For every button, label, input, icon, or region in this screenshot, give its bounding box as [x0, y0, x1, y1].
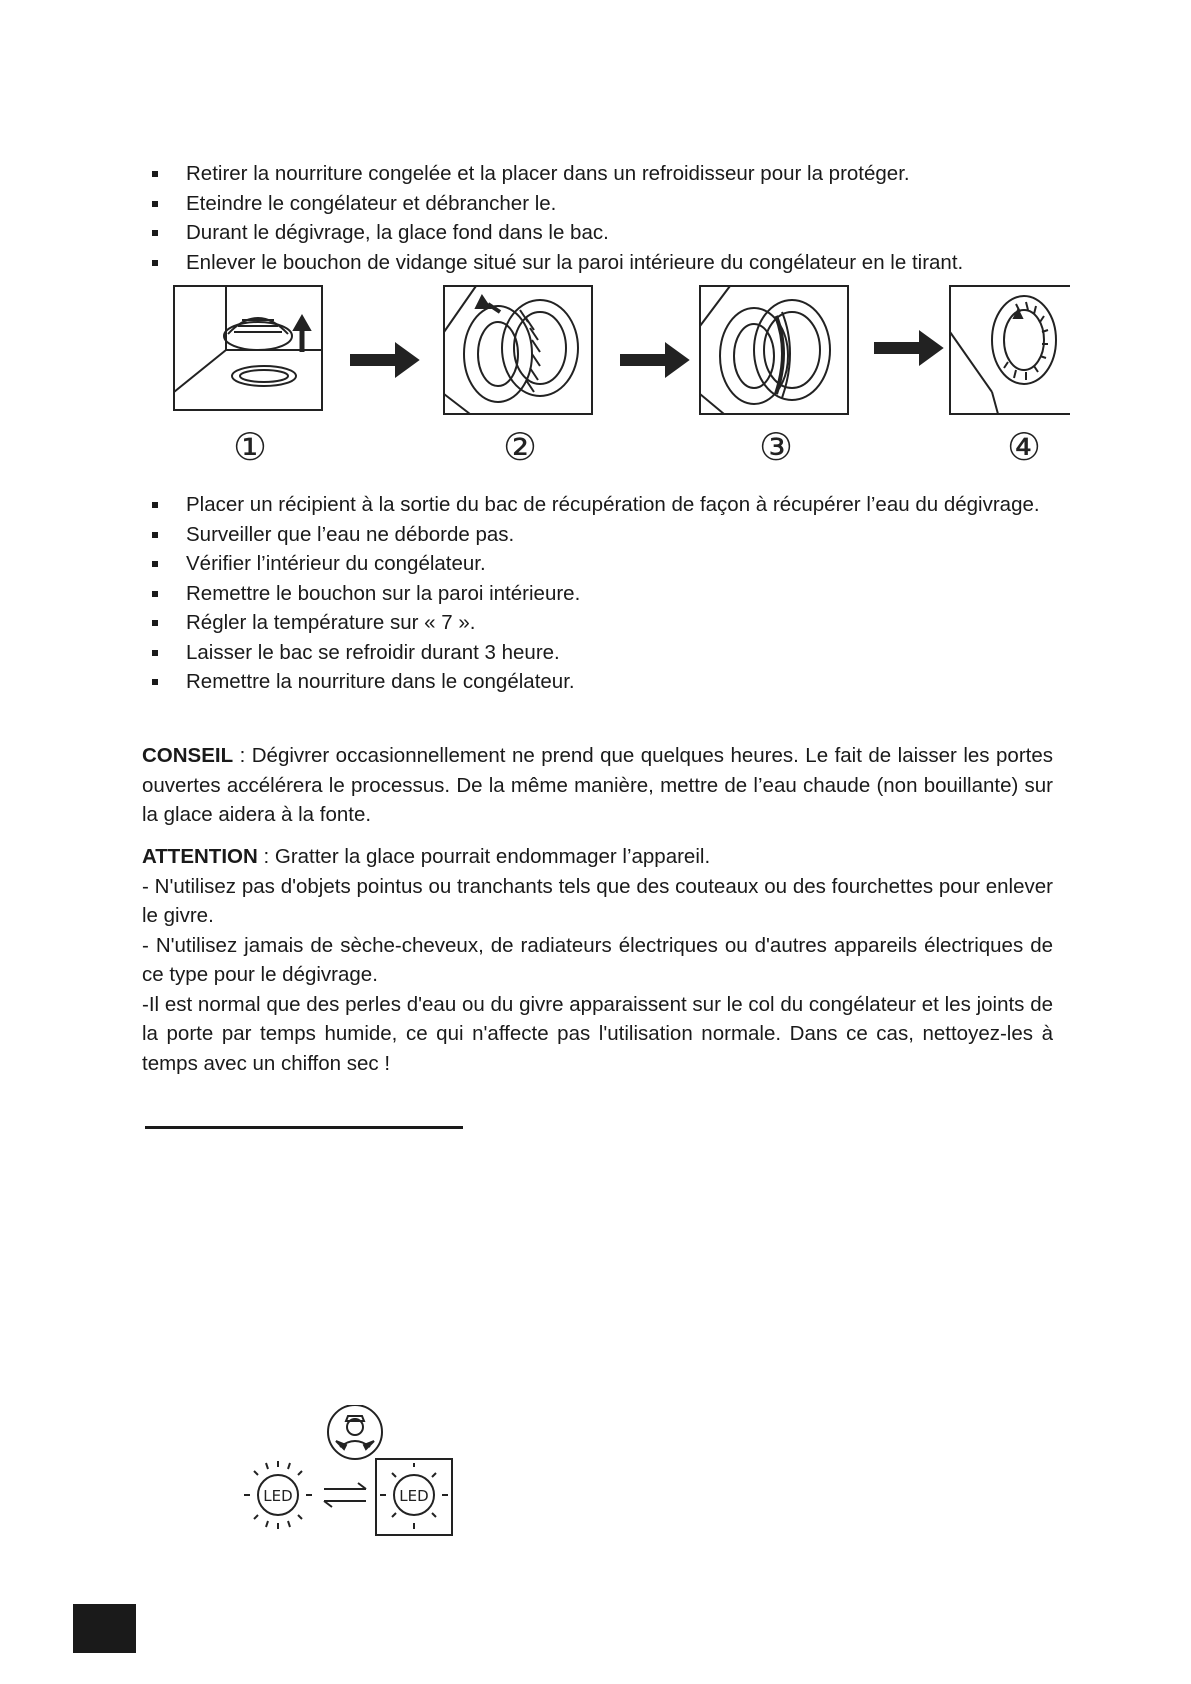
step-number: ②	[502, 425, 538, 466]
step-4-illustration	[950, 286, 1070, 414]
warning-line: - N'utilisez jamais de sèche-cheveux, de radiateurs électriques ou d'autres appareils électriques de ce type pour le dégivrage.	[142, 933, 1053, 986]
list-item: Régler la température sur « 7 ».	[150, 608, 1053, 638]
led-service-diagram	[240, 1405, 470, 1545]
step-number: ③	[758, 425, 794, 466]
list-item: Surveiller que l’eau ne déborde pas.	[150, 520, 1053, 550]
warning-label: ATTENTION	[142, 845, 258, 868]
step-2-illustration	[444, 286, 592, 414]
step-3-illustration	[700, 286, 848, 414]
tip-paragraph	[142, 741, 1053, 830]
technician-icon	[328, 1405, 382, 1459]
list-item: Laisser le bac se refroidir durant 3 heure.	[150, 638, 1053, 668]
list-item: Retirer la nourriture congelée et la placer dans un refroidisseur pour la protéger.	[150, 159, 1053, 189]
step-number: ④	[1006, 425, 1042, 466]
warning-paragraph	[142, 842, 1053, 1078]
step-number: ①	[232, 425, 268, 466]
led-label: LED	[263, 1487, 293, 1505]
warning-text: : Gratter la glace pourrait endommager l’appareil.	[257, 845, 711, 868]
list-item: Remettre la nourriture dans le congélateur.	[150, 667, 1053, 697]
list-item: Durant le dégivrage, la glace fond dans le bac.	[150, 218, 1053, 248]
list-item: Vérifier l’intérieur du congélateur.	[150, 549, 1053, 579]
drain-plug-diagram	[170, 282, 1070, 466]
list-item: Eteindre le congélateur et débrancher le.	[150, 189, 1053, 219]
list-item: Remettre le bouchon sur la paroi intérieure.	[150, 579, 1053, 609]
step-1-illustration	[174, 286, 322, 410]
tip-label: CONSEIL	[142, 744, 234, 767]
warning-line: - N'utilisez pas d'objets pointus ou tranchants tels que des couteaux ou des fourchettes pour enlever le givre.	[142, 874, 1053, 927]
warning-line: -Il est normal que des perles d'eau ou du givre apparaissent sur le col du congélateur et les joints de la porte par temps humide, ce qui n'affecte pas l'utilisation normale. Dans ce cas, nettoyez-les à temps avec un chiffon sec !	[142, 992, 1053, 1075]
list-item: Placer un récipient à la sortie du bac de récupération de façon à récupérer l’eau du dégivrage.	[150, 490, 1053, 520]
page-number-tab	[73, 1604, 136, 1653]
warning-heading	[142, 842, 1053, 872]
defrost-steps-list-2	[150, 490, 1053, 697]
swap-arrows-icon	[324, 1483, 366, 1507]
list-item: Enlever le bouchon de vidange situé sur la paroi intérieure du congélateur en le tirant.	[150, 248, 1053, 278]
tip-text: : Dégivrer occasionnellement ne prend que quelques heures. Le fait de laisser les portes ouvertes accélérera le processus. De la même manière, mettre de l’eau chaude (non bouillante) sur la glace aidera à la fonte.	[142, 744, 1053, 826]
defrost-steps-list	[150, 159, 1053, 277]
led-label: LED	[399, 1487, 429, 1505]
section-divider	[145, 1126, 463, 1129]
